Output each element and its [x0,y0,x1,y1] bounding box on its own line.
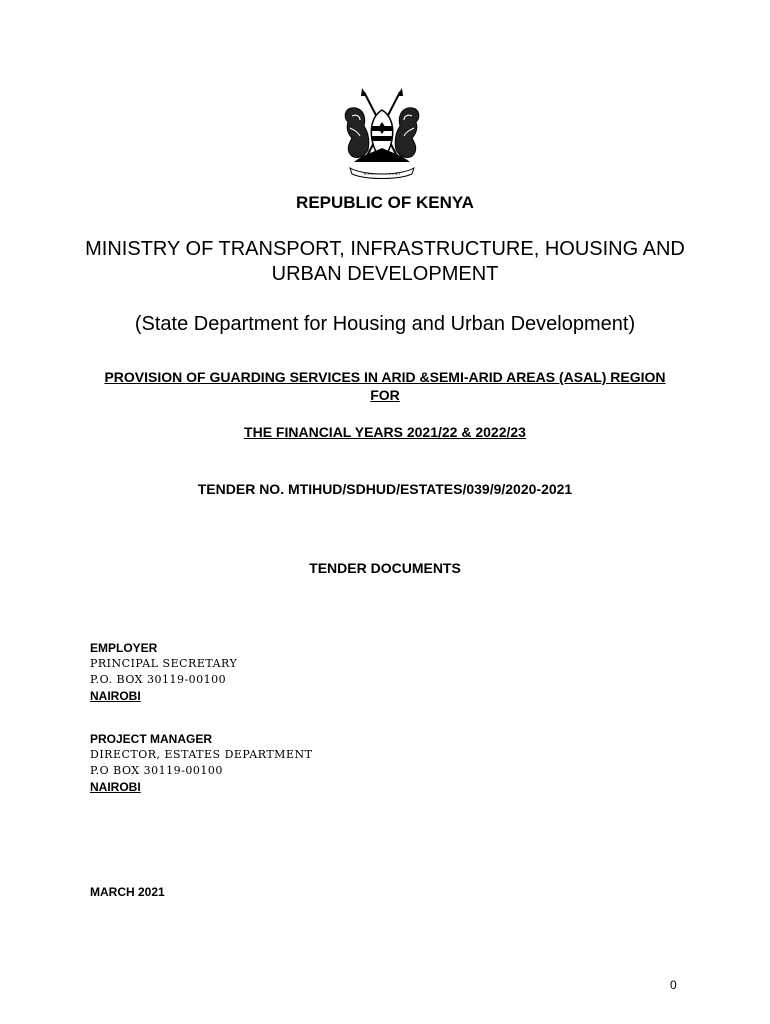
project-manager-heading: PROJECT MANAGER [90,732,213,746]
tender-documents-title: TENDER DOCUMENTS [309,560,461,576]
employer-address: P.O. BOX 30119-00100 [90,673,227,686]
ministry-title-line1: MINISTRY OF TRANSPORT, INFRASTRUCTURE, HOUSING AND [85,238,685,260]
republic-title: REPUBLIC OF KENYA [296,193,474,212]
employer-city: NAIROBI [90,689,141,703]
project-manager-address: P.O BOX 30119-00100 [90,764,223,777]
document-date: MARCH 2021 [90,885,165,899]
project-manager-title: DIRECTOR, ESTATES DEPARTMENT [90,748,313,761]
project-manager-city: NAIROBI [90,780,141,794]
page-number: 0 [670,978,677,992]
ministry-title-line2: URBAN DEVELOPMENT [271,263,499,285]
employer-heading: EMPLOYER [90,641,158,655]
provision-line2: FOR [370,387,400,403]
kenya-coat-of-arms-icon [334,88,430,182]
project-manager-block [90,731,490,795]
provision-line1: PROVISION OF GUARDING SERVICES IN ARID &SEMI-ARID AREAS (ASAL) REGION [104,369,666,385]
ministry-title [60,237,710,287]
state-department-title: (State Department for Housing and Urban Development) [134,313,636,335]
employer-block [90,640,490,704]
tender-number: TENDER NO. MTIHUD/SDHUD/ESTATES/039/9/2020-2021 [197,481,573,497]
employer-title: PRINCIPAL SECRETARY [90,657,238,670]
tender-provision-title [60,368,710,404]
financial-years: THE FINANCIAL YEARS 2021/22 & 2022/23 [244,424,526,440]
